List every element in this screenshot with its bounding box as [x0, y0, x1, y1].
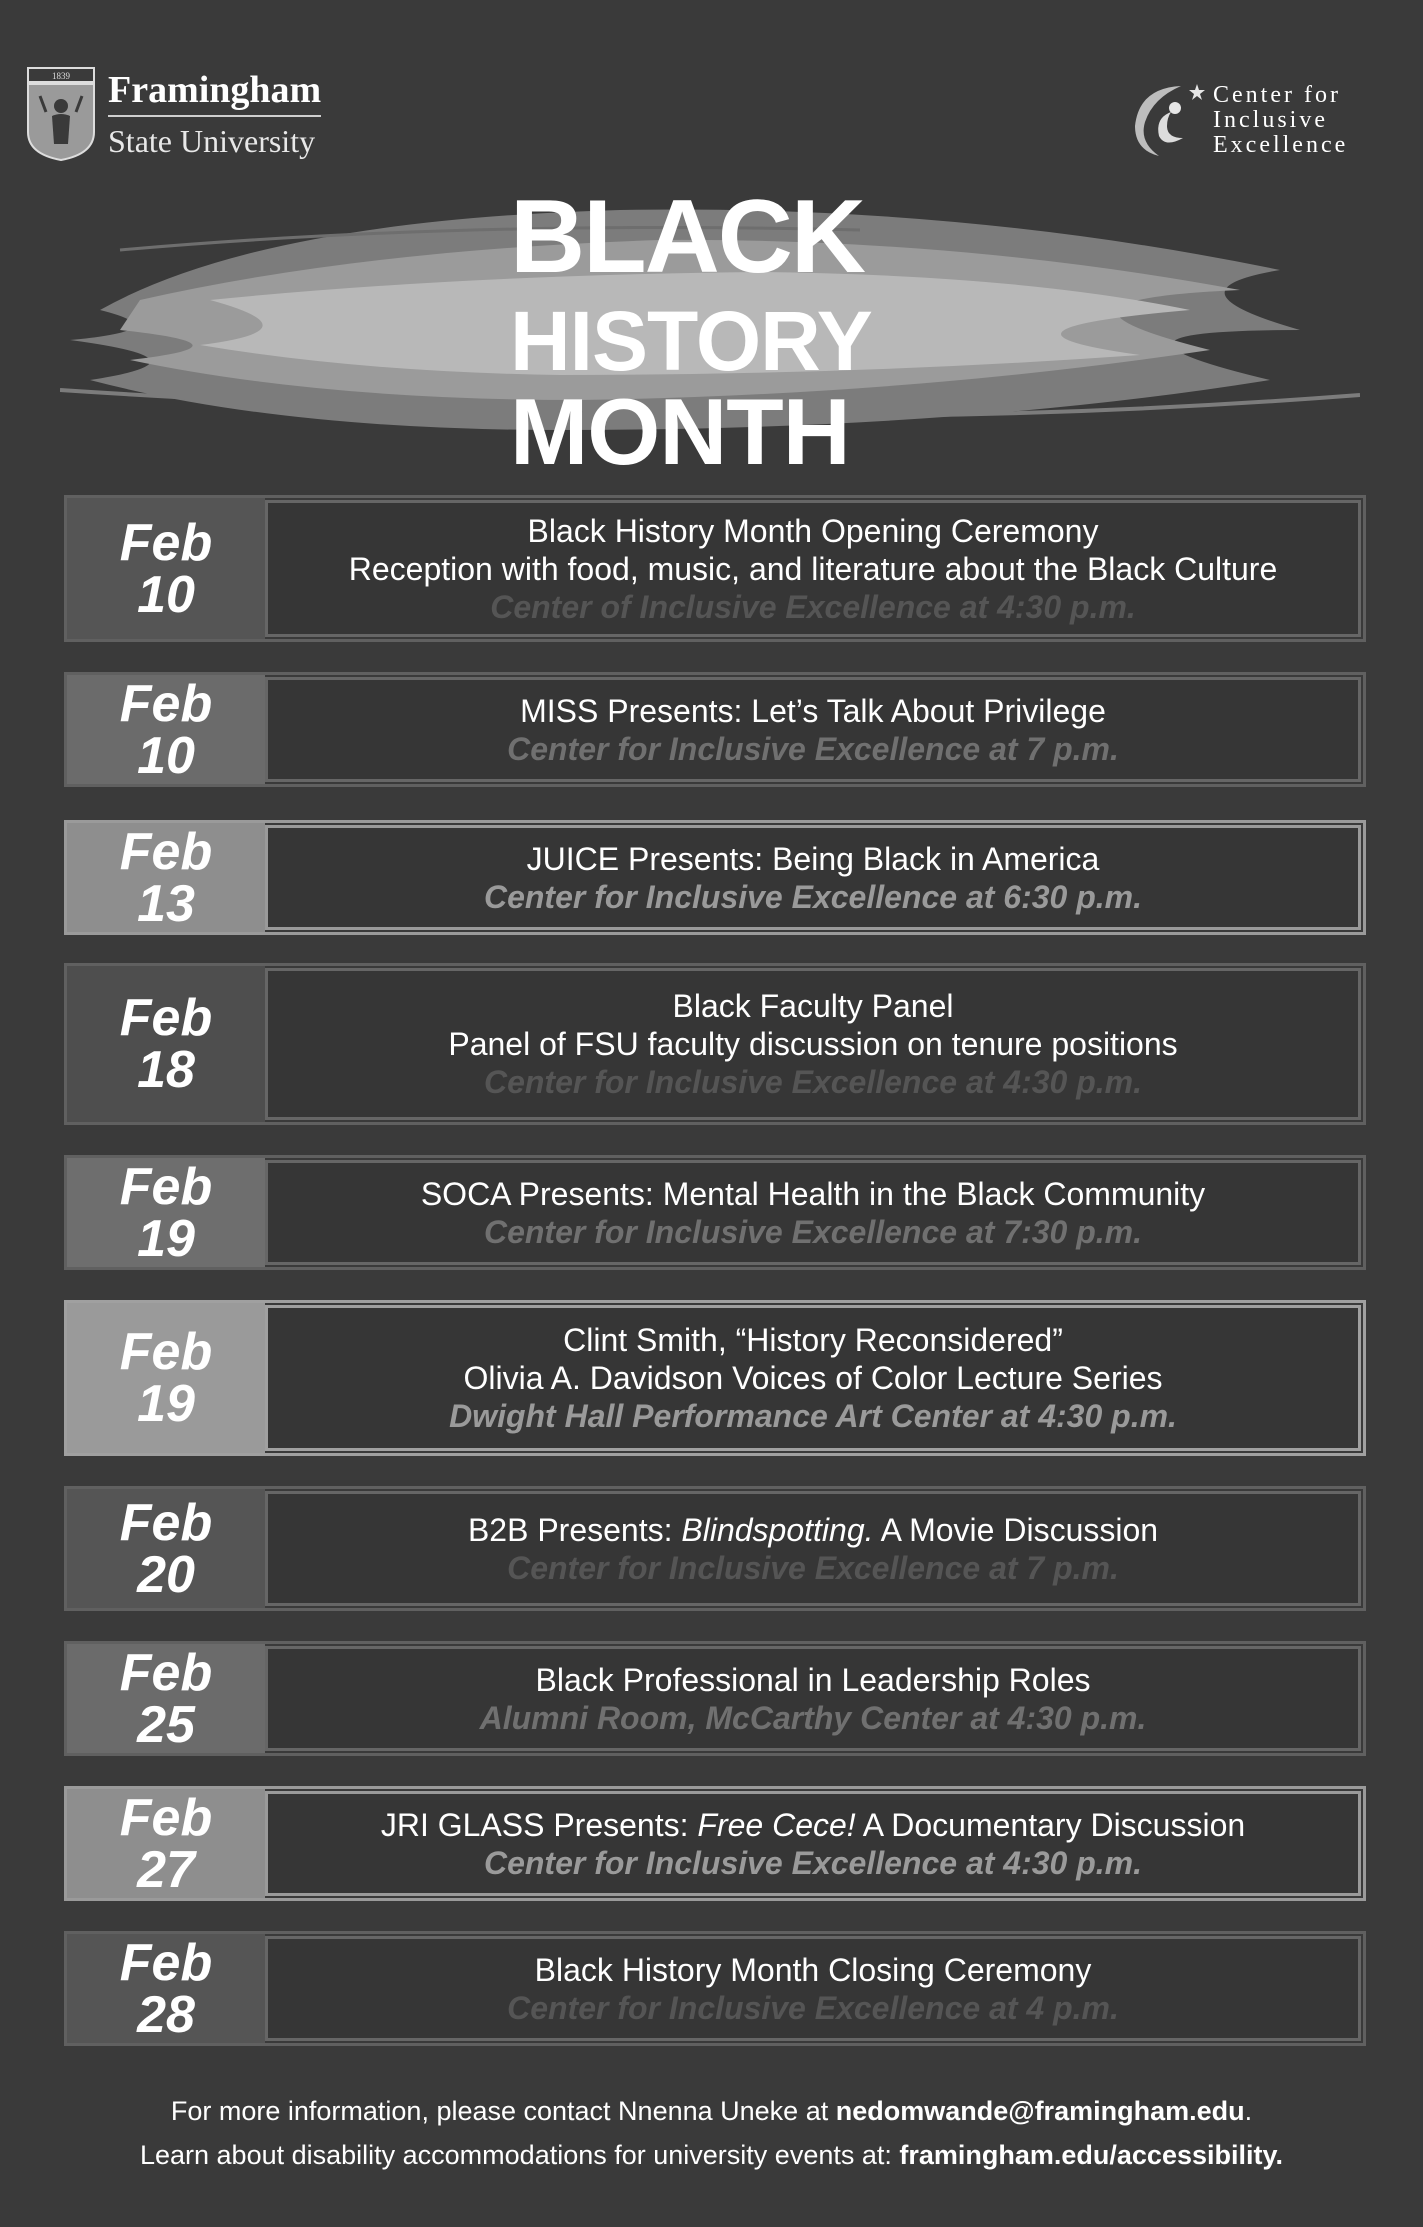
event-description: Reception with food, music, and literature about the Black Culture — [348, 550, 1278, 587]
event-date — [67, 1303, 265, 1453]
event-date — [67, 966, 265, 1122]
event-month: Feb — [119, 822, 213, 881]
event-description: Olivia A. Davidson Voices of Color Lecture Series — [463, 1360, 1163, 1396]
event-day: 18 — [137, 1041, 195, 1099]
event-day: 27 — [137, 1840, 195, 1899]
event-day: 20 — [137, 1545, 195, 1604]
event-info — [265, 968, 1361, 1120]
event-day: 10 — [137, 565, 195, 624]
contact-period: . — [1244, 2096, 1253, 2126]
cie-swoosh-icon — [1125, 78, 1209, 162]
event-date — [67, 1158, 265, 1267]
event-day: 28 — [137, 1985, 195, 2044]
event-info — [265, 825, 1361, 930]
cie-line3: Excellence — [1213, 131, 1349, 158]
event-day: 19 — [137, 1375, 195, 1433]
event-info — [265, 1305, 1361, 1451]
event-location: Center for Inclusive Excellence at 7 p.m. — [507, 730, 1119, 767]
event-title: Black History Month Closing Ceremony — [534, 1951, 1092, 1988]
event-info — [265, 1491, 1361, 1606]
event-title-text: B2B Presents: — [467, 1511, 682, 1548]
accessibility-link[interactable]: framingham.edu/accessibility. — [899, 2140, 1284, 2170]
event-date — [67, 1489, 265, 1608]
event-row — [64, 1931, 1366, 2046]
event-row — [64, 1641, 1366, 1756]
event-title-text-end: A Documentary Discussion — [855, 1806, 1246, 1843]
event-location: Dwight Hall Performance Art Center at 4:30 p.m. — [449, 1398, 1177, 1434]
event-title — [381, 1806, 1245, 1844]
event-info — [265, 1646, 1361, 1751]
event-location: Center for Inclusive Excellence at 7:30 p.m. — [483, 1213, 1143, 1250]
contact-info — [0, 2096, 1423, 2127]
event-location: Center for Inclusive Excellence at 4 p.m. — [507, 1989, 1119, 2026]
event-date — [67, 1934, 265, 2043]
event-title: Black History Month Opening Ceremony — [527, 512, 1099, 549]
event-row — [64, 495, 1366, 642]
event-month: Feb — [119, 513, 213, 572]
event-date — [67, 823, 265, 932]
event-day: 10 — [137, 726, 195, 785]
event-month: Feb — [119, 1323, 213, 1381]
event-row — [64, 1486, 1366, 1611]
event-month: Feb — [119, 989, 213, 1047]
fsu-logo — [26, 66, 321, 162]
event-day: 25 — [137, 1695, 195, 1754]
event-info — [265, 500, 1361, 637]
event-row — [64, 672, 1366, 787]
seal-year: 1839 — [52, 71, 70, 81]
event-location: Center of Inclusive Excellence at 4:30 p.m. — [490, 588, 1136, 625]
event-date — [67, 1644, 265, 1753]
title-line-1: BLACK — [510, 179, 864, 295]
event-month: Feb — [119, 1157, 213, 1216]
cie-logo — [1125, 76, 1415, 164]
event-title: MISS Presents: Let’s Talk About Privilege — [520, 692, 1106, 729]
event-date — [67, 498, 265, 639]
event-row — [64, 1155, 1366, 1270]
event-location: Center for Inclusive Excellence at 4:30 p.m. — [483, 1064, 1143, 1100]
title-line-3: MONTH — [510, 379, 850, 484]
contact-email-link[interactable]: nedomwande@framingham.edu — [835, 2096, 1245, 2126]
event-title: Clint Smith, “History Reconsidered” — [563, 1322, 1063, 1358]
event-title-text-end: A Movie Discussion — [873, 1511, 1159, 1548]
event-month: Feb — [119, 1933, 213, 1992]
event-title-italic: Free Cece! — [697, 1806, 856, 1843]
event-month: Feb — [119, 1643, 213, 1702]
cie-line2: Inclusive — [1213, 106, 1328, 133]
cie-line1: Center for — [1213, 81, 1341, 108]
event-location: Center for Inclusive Excellence at 6:30 p.m. — [483, 878, 1143, 915]
accessibility-info — [0, 2140, 1423, 2171]
event-info — [265, 1936, 1361, 2041]
event-info — [265, 1160, 1361, 1265]
event-location: Center for Inclusive Excellence at 7 p.m. — [507, 1549, 1119, 1586]
page-title — [510, 179, 930, 484]
contact-text: For more information, please contact Nnenna Uneke at — [170, 2096, 836, 2126]
event-title: SOCA Presents: Mental Health in the Black Community — [420, 1175, 1206, 1212]
event-title-italic: Blindspotting. — [681, 1511, 874, 1548]
event-title-text: JRI GLASS Presents: — [380, 1806, 698, 1843]
event-description: Panel of FSU faculty discussion on tenure positions — [448, 1026, 1178, 1062]
event-location: Center for Inclusive Excellence at 4:30 p.m. — [483, 1844, 1143, 1881]
event-date — [67, 675, 265, 784]
event-title: JUICE Presents: Being Black in America — [526, 840, 1100, 877]
event-info — [265, 1791, 1361, 1896]
event-date — [67, 1789, 265, 1898]
event-location: Alumni Room, McCarthy Center at 4:30 p.m. — [479, 1699, 1147, 1736]
event-title: Black Faculty Panel — [672, 988, 954, 1024]
event-row — [64, 1786, 1366, 1901]
event-month: Feb — [119, 1788, 213, 1847]
university-name: Framingham — [108, 71, 321, 117]
university-seal-icon — [26, 66, 96, 162]
title-line-2: HISTORY — [510, 294, 872, 388]
event-row — [64, 963, 1366, 1125]
event-title — [468, 1511, 1158, 1549]
event-month: Feb — [119, 1493, 213, 1552]
accessibility-text: Learn about disability accommodations for university events at: — [139, 2140, 900, 2170]
event-day: 13 — [137, 874, 195, 933]
event-month: Feb — [119, 674, 213, 733]
university-subtitle: State University — [108, 123, 316, 159]
event-day: 19 — [137, 1209, 195, 1268]
event-title: Black Professional in Leadership Roles — [535, 1661, 1091, 1698]
event-info — [265, 677, 1361, 782]
event-row — [64, 1300, 1366, 1456]
event-row — [64, 820, 1366, 935]
